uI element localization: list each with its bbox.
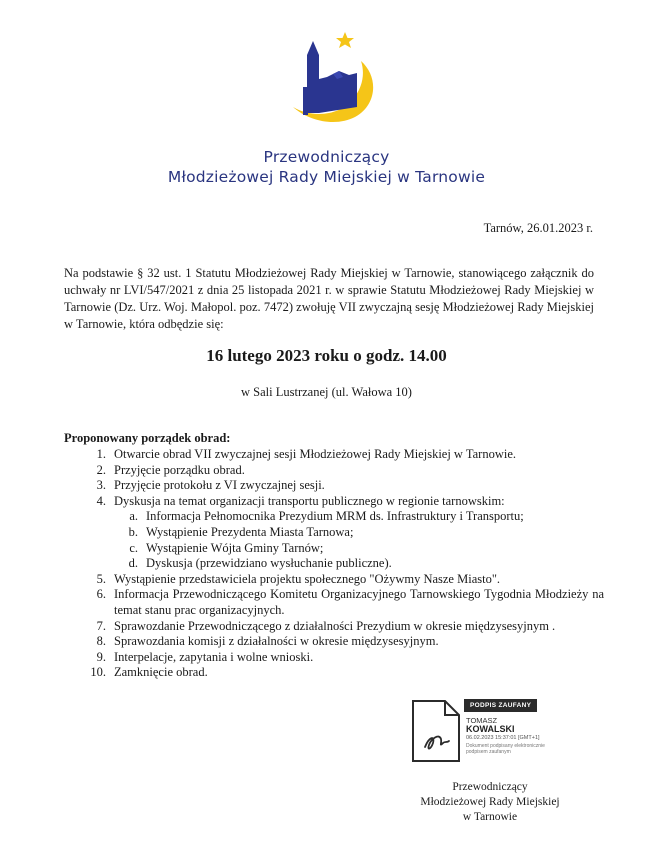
footer-line: Młodzieżowej Rady Miejskiej — [420, 796, 560, 808]
agenda-item: 9. Interpelacje, zapytania i wolne wnioski. — [96, 649, 314, 664]
agenda-item: 1. Otwarcie obrad VII zwyczajnej sesji Młodzieżowej Rady Miejskiej w Tarnowie. — [96, 447, 517, 461]
star-shape — [336, 32, 354, 48]
agenda-item: 6. Informacja Przewodniczącego Komitetu Organizacyjnego Tarnowskiego Tygodnia Młodzieży na temat stanu prac organizacyjnych. — [96, 587, 604, 617]
header-subtitle: Młodzieżowej Rady Miejskiej w Tarnowie — [167, 168, 486, 186]
agenda-list — [64, 447, 604, 681]
agenda-item: 2. Przyjęcie porządku obrad. — [96, 462, 245, 477]
agenda-item: 3. Przyjęcie protokołu z VI zwyczajnej sesji. — [96, 478, 325, 493]
agenda-item: 8. Sprawozdania komisji z działalności w okresie międzysesyjnym. — [96, 634, 439, 649]
agenda-title: Proponowany porządek obrad: — [64, 431, 231, 445]
agenda-item: 10. Zamknięcie obrad. — [90, 665, 208, 680]
signed-document-icon — [411, 699, 461, 763]
tower-body — [307, 55, 319, 113]
intro-paragraph: Na podstawie § 32 ust. 1 Statutu Młodzieżowej Rady Miejskiej w Tarnowie, stanowiącego załącznik do uchwały nr LVI/547/2021 z dnia 25 listopada 2021 r. w sprawie Statutu Młodzieżowej Rady Miejskiej w Tarnowie (Dz. Urz. Woj. Małopol. poz. 7472) zwołuję VII zwyczajną sesję Młodzieżowej Rady Miejskiej w Tarnowie, która odbędzie się: — [64, 266, 594, 331]
agenda-item: 4. Dyskusja na temat organizacji transportu publicznego w regionie tarnowskim: — [96, 493, 505, 508]
trusted-signature-stamp — [411, 699, 561, 763]
footer-line: Przewodniczący — [452, 781, 528, 793]
signer-first-name: TOMASZ — [466, 716, 498, 725]
agenda-subitem: b. Wystąpienie Prezydenta Miasta Tarnowa; — [128, 524, 354, 539]
signature-badge: PODPIS ZAUFANY — [464, 699, 537, 712]
signature-datetime: 06.02.2023 15:37:01 [GMT+1] — [466, 735, 540, 741]
agenda-subitem: c. Wystąpienie Wójta Gminy Tarnów; — [129, 540, 324, 555]
council-logo — [283, 27, 377, 125]
session-place: w Sali Lustrzanej (ul. Wałowa 10) — [241, 385, 412, 399]
agenda-subitem: d. Dyskusja (przewidziano wysłuchanie publiczne). — [128, 556, 392, 571]
footer-line: w Tarnowie — [462, 811, 518, 823]
document-date: Tarnów, 26.01.2023 r. — [483, 221, 593, 235]
agenda-item: 7. Sprawozdanie Przewodniczącego z działalności Prezydium w okresie międzysesyjnym . — [96, 618, 556, 633]
session-datetime: 16 lutego 2023 roku o godz. 14.00 — [206, 346, 447, 365]
agenda-subitem: a. Informacja Pełnomocnika Prezydium MRM ds. Infrastruktury i Transportu; — [129, 509, 524, 524]
footer-signatory — [390, 780, 590, 825]
header-title: Przewodniczący — [263, 148, 390, 166]
agenda-item: 5. Wystąpienie przedstawiciela projektu społecznego "Ożywmy Nasze Miasto". — [96, 571, 501, 586]
tower-spire — [307, 41, 319, 55]
signature-note: Dokument podpisany elektronicznie podpisem zaufanym — [466, 743, 545, 755]
signer-last-name: KOWALSKI — [466, 724, 515, 734]
